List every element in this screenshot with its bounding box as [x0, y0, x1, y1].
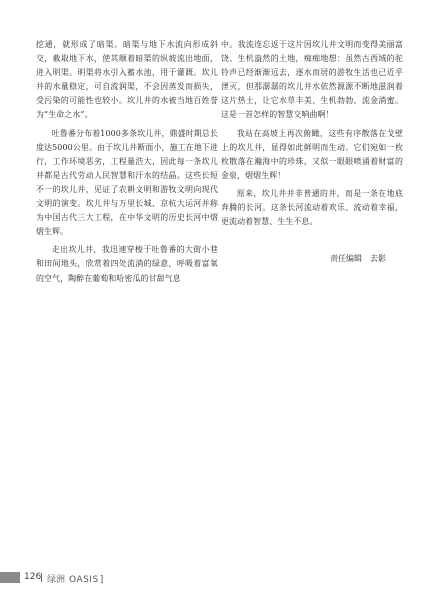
article-left-column [36, 38, 218, 290]
article-paragraph: 吐鲁番分布着1000多条坎儿井，鼎盛时期总长度达5000公里。由于坎儿井断面小，施工在地下进行，工作环境恶劣，工程量浩大，因此每一条坎儿井都是古代劳动人民智慧和汗水的结晶。这些长短不一的坎儿井，见证了农耕文明和游牧文明向现代文明的演变。坎儿井与万里长城、京杭大运河并称为中国古代三大工程，在中华文明的历史长河中熠熠生辉。 [36, 128, 218, 237]
magazine-name-cn: 绿洲 [47, 575, 66, 585]
footer-color-bar [0, 572, 20, 583]
footer-divider [41, 573, 42, 582]
footer-bracket-icon: ] [99, 575, 104, 585]
article-paragraph: 原来，坎儿井并非普通的井，而是一条在地底奔腾的长河。这条长河流动着欢乐、流动着幸福，更流动着智慧、生生不息。 [221, 188, 403, 227]
magazine-name-latin: OASIS [69, 575, 99, 585]
article-paragraph: 中。我流连忘返于这片因坎儿井文明而变得美丽富饶、生机盎然的土地，痴痴地想：虽然古西域的驼铃声已经渐渐远去，逐水而居的游牧生活也已近乎湮灭，但那潺潺的坎儿井水依然源源不断地滋润着这片热土，让它水草丰美、生机勃勃、流金淌蜜。这是一首怎样的智慧交响曲啊！ [221, 40, 403, 120]
page-footer [0, 570, 427, 588]
article-paragraph: 我站在高坡上再次俯瞰，这些有序散落在戈壁上的坎儿井，显得如此鲜明而生动。它们宛如一枚枚散落在瀚海中的珍珠，又似一眼眼喷涌着财富的金泉，熠熠生辉！ [221, 128, 403, 180]
page-number: 126 [24, 572, 42, 582]
article-paragraph: 走出坎儿井，我迅速穿梭于吐鲁番的大街小巷和田间地头，欣赏着四处流淌的绿意，呼吸着富氧的空气，陶醉在葡萄和哈密瓜的甘甜气息 [36, 245, 218, 283]
magazine-name [47, 572, 103, 585]
article-paragraph: 挖通，就形成了暗渠。暗渠与地下水流向形成斜交，截取地下水，使其顺着暗渠的纵坡流出地面，进入明渠。明渠将水引入蓄水池，用于灌溉。坎儿井的水量稳定，可自流润渠，不会因蒸发而损失，受污染的可能性也较小。坎儿井的水被当地百姓誉为“生命之水”。 [36, 40, 218, 120]
article-right-column [221, 38, 403, 233]
editor-credit: 责任编辑 去影 [330, 254, 386, 263]
